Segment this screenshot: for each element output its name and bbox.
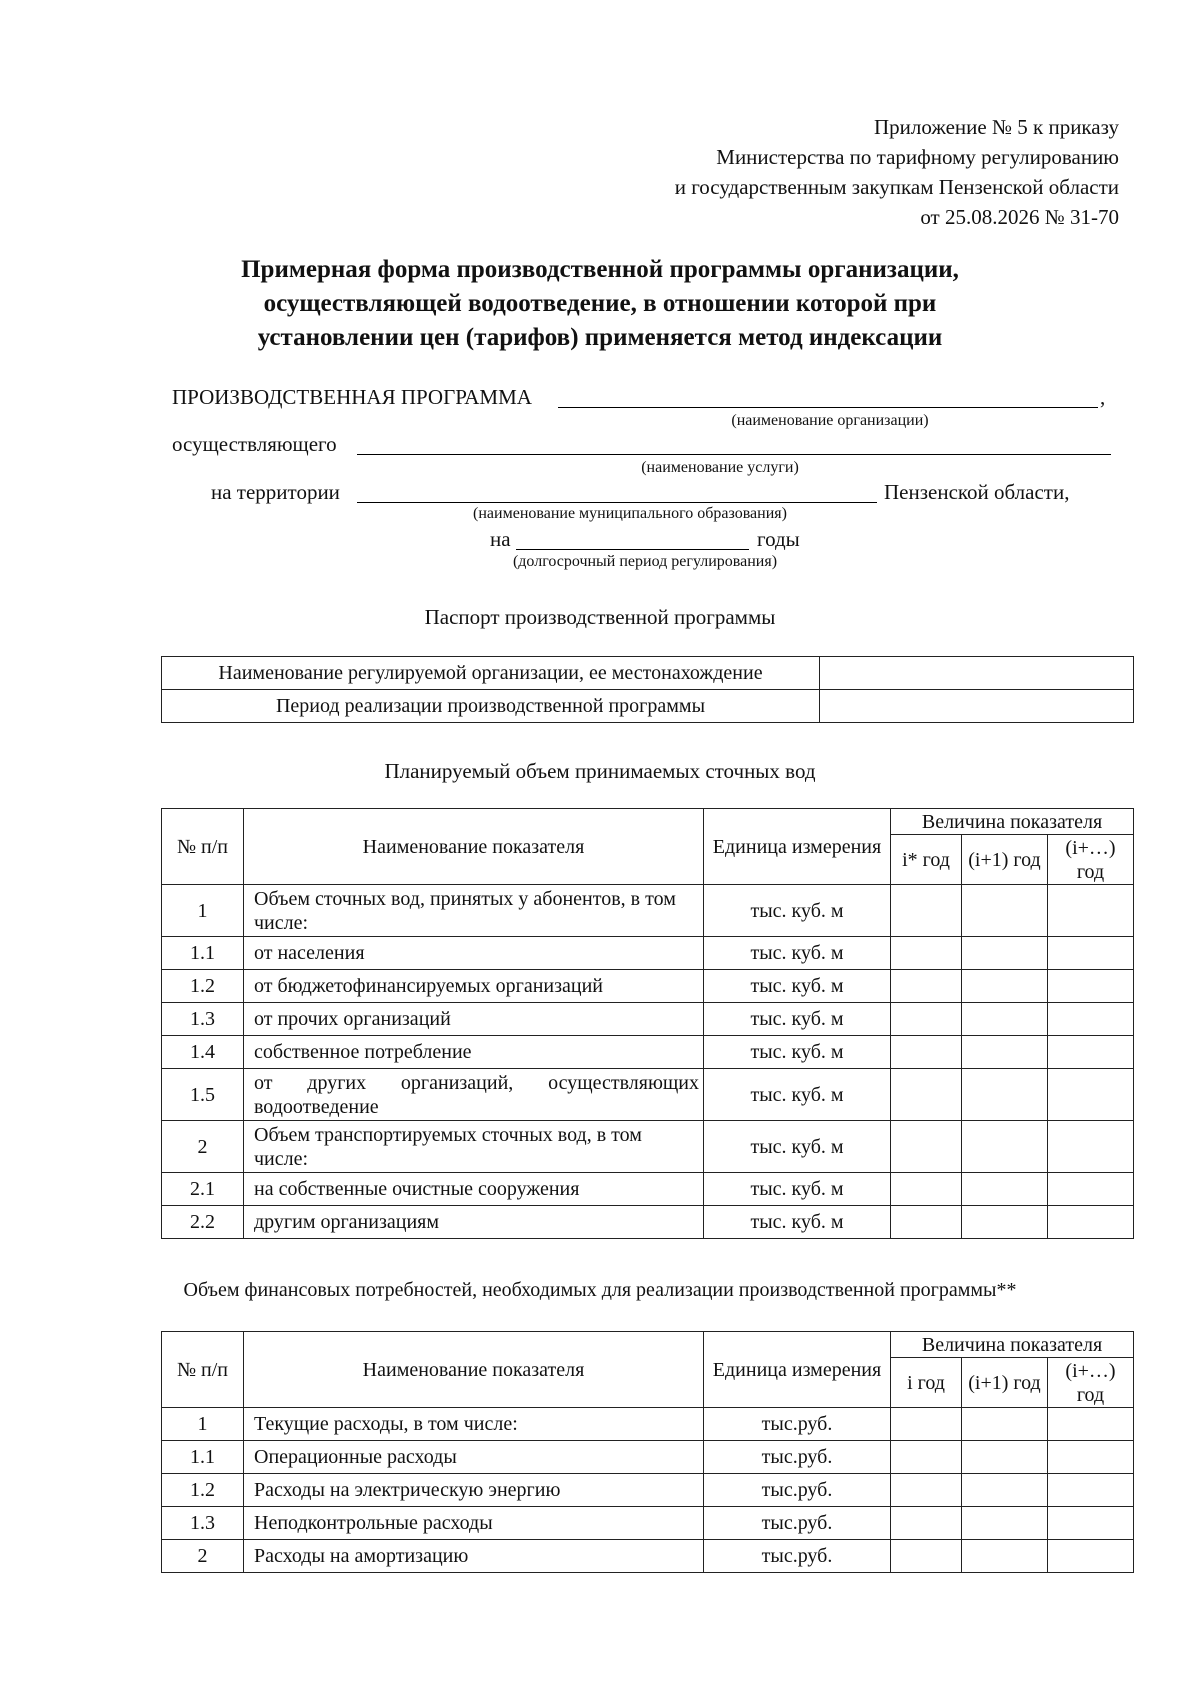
- volume-header-row: [162, 809, 1134, 835]
- header-line: Приложение № 5 к приказу: [874, 115, 1119, 139]
- value-cell[interactable]: [891, 1069, 962, 1121]
- value-cell[interactable]: [1048, 1121, 1134, 1173]
- row-unit: тыс.руб.: [704, 1441, 891, 1474]
- volume-heading: Планируемый объем принимаемых сточных вод: [384, 759, 816, 783]
- value-cell[interactable]: [962, 1408, 1048, 1441]
- row-unit: тыс.руб.: [704, 1540, 891, 1573]
- col-header-name: Наименование показателя: [244, 1332, 704, 1408]
- row-name: Объем сточных вод, принятых у абонентов, в том числе:: [244, 885, 704, 937]
- row-name: Операционные расходы: [244, 1441, 704, 1474]
- col-header-unit: Единица измерения: [704, 1332, 891, 1408]
- row-name: Расходы на электрическую энергию: [244, 1474, 704, 1507]
- col-header-year-i: i год: [891, 1358, 962, 1408]
- table-row: [162, 885, 1134, 937]
- program-comma: ,: [1100, 385, 1106, 409]
- organization-name-blank[interactable]: [558, 407, 1098, 408]
- title-line: установлении цен (тарифов) применяется метод индексации: [257, 324, 943, 351]
- value-cell[interactable]: [1048, 885, 1134, 937]
- table-row: [162, 1003, 1134, 1036]
- period-prefix: на: [490, 527, 511, 551]
- row-num: 2: [162, 1540, 244, 1573]
- value-cell[interactable]: [962, 1540, 1048, 1573]
- table-row: [162, 1069, 1134, 1121]
- service-hint: (наименование услуги): [641, 459, 799, 476]
- row-num: 1.5: [162, 1069, 244, 1121]
- program-label: ПРОИЗВОДСТВЕННАЯ ПРОГРАММА: [172, 385, 532, 409]
- value-cell[interactable]: [1048, 1408, 1134, 1441]
- territory-label: на территории: [211, 480, 340, 504]
- value-cell[interactable]: [891, 1003, 962, 1036]
- value-cell[interactable]: [1048, 1173, 1134, 1206]
- row-name: от других организаций, осуществляющих водоотведение: [244, 1069, 704, 1121]
- value-cell[interactable]: [1048, 1036, 1134, 1069]
- col-header-value-group: Величина показателя: [891, 1332, 1134, 1358]
- value-cell[interactable]: [891, 1173, 962, 1206]
- col-header-year-i1: (i+1) год: [962, 835, 1048, 885]
- finance-heading: Объем финансовых потребностей, необходимых для реализации производственной программы**: [183, 1279, 1017, 1301]
- row-num: 1.1: [162, 937, 244, 970]
- row-name: Текущие расходы, в том числе:: [244, 1408, 704, 1441]
- row-num: 1: [162, 1408, 244, 1441]
- col-header-year-in: (i+…) год: [1048, 835, 1134, 885]
- value-cell[interactable]: [891, 1441, 962, 1474]
- passport-row: [162, 690, 1134, 723]
- value-cell[interactable]: [962, 1441, 1048, 1474]
- table-row: [162, 937, 1134, 970]
- row-unit: тыс. куб. м: [704, 1069, 891, 1121]
- row-unit: тыс. куб. м: [704, 885, 891, 937]
- value-cell[interactable]: [891, 1474, 962, 1507]
- row-num: 1.1: [162, 1441, 244, 1474]
- service-label: осуществляющего: [172, 432, 337, 456]
- table-row: [162, 1507, 1134, 1540]
- row-num: 2.2: [162, 1206, 244, 1239]
- col-header-value-group: Величина показателя: [891, 809, 1134, 835]
- row-num: 1.4: [162, 1036, 244, 1069]
- organization-hint: (наименование организации): [731, 412, 929, 429]
- row-unit: тыс. куб. м: [704, 970, 891, 1003]
- row-name: от прочих организаций: [244, 1003, 704, 1036]
- row-name: от населения: [244, 937, 704, 970]
- col-header-num: № п/п: [162, 809, 244, 885]
- table-row: [162, 1474, 1134, 1507]
- value-cell[interactable]: [962, 970, 1048, 1003]
- col-header-year-i1: (i+1) год: [962, 1358, 1048, 1408]
- header-line: от 25.08.2026 № 31-70: [920, 205, 1119, 229]
- period-suffix: годы: [757, 527, 800, 551]
- value-cell[interactable]: [891, 1206, 962, 1239]
- row-unit: тыс. куб. м: [704, 1173, 891, 1206]
- value-cell[interactable]: [1048, 970, 1134, 1003]
- passport-value[interactable]: [820, 657, 1134, 690]
- row-name: Расходы на амортизацию: [244, 1540, 704, 1573]
- value-cell[interactable]: [891, 1036, 962, 1069]
- col-header-unit: Единица измерения: [704, 809, 891, 885]
- passport-value[interactable]: [820, 690, 1134, 723]
- row-unit: тыс.руб.: [704, 1408, 891, 1441]
- value-cell[interactable]: [962, 937, 1048, 970]
- period-blank[interactable]: [516, 549, 749, 550]
- value-cell[interactable]: [962, 1069, 1048, 1121]
- row-unit: тыс. куб. м: [704, 1036, 891, 1069]
- value-cell[interactable]: [962, 1036, 1048, 1069]
- municipality-blank[interactable]: [357, 502, 877, 503]
- municipality-hint: (наименование муниципального образования): [473, 505, 787, 522]
- value-cell[interactable]: [962, 1003, 1048, 1036]
- value-cell[interactable]: [962, 1206, 1048, 1239]
- table-row: [162, 1441, 1134, 1474]
- col-header-year-i: i* год: [891, 835, 962, 885]
- passport-label: Период реализации производственной программы: [162, 690, 820, 723]
- value-cell[interactable]: [891, 1540, 962, 1573]
- value-cell[interactable]: [891, 1121, 962, 1173]
- value-cell[interactable]: [891, 885, 962, 937]
- table-row: [162, 970, 1134, 1003]
- row-unit: тыс. куб. м: [704, 1121, 891, 1173]
- table-row: [162, 1036, 1134, 1069]
- row-num: 2.1: [162, 1173, 244, 1206]
- col-header-year-in: (i+…) год: [1048, 1358, 1134, 1408]
- row-num: 1.3: [162, 1003, 244, 1036]
- value-cell[interactable]: [962, 885, 1048, 937]
- row-name: Объем транспортируемых сточных вод, в том числе:: [244, 1121, 704, 1173]
- territory-suffix: Пензенской области,: [884, 480, 1070, 504]
- row-num: 1.3: [162, 1507, 244, 1540]
- row-name: собственное потребление: [244, 1036, 704, 1069]
- value-cell[interactable]: [891, 937, 962, 970]
- value-cell[interactable]: [1048, 1540, 1134, 1573]
- value-cell[interactable]: [962, 1507, 1048, 1540]
- value-cell[interactable]: [962, 1474, 1048, 1507]
- table-row: [162, 1173, 1134, 1206]
- row-name: другим организациям: [244, 1206, 704, 1239]
- volume-table: [161, 808, 1134, 1239]
- value-cell[interactable]: [1048, 1474, 1134, 1507]
- value-cell[interactable]: [962, 1121, 1048, 1173]
- finance-table: [161, 1331, 1134, 1573]
- header-line: Министерства по тарифному регулированию: [716, 145, 1119, 169]
- header-line: и государственным закупкам Пензенской области: [674, 175, 1119, 199]
- row-unit: тыс. куб. м: [704, 937, 891, 970]
- service-name-blank[interactable]: [357, 454, 1111, 455]
- row-name: от бюджетофинансируемых организаций: [244, 970, 704, 1003]
- finance-header-row: [162, 1332, 1134, 1358]
- table-row: [162, 1206, 1134, 1239]
- passport-row: [162, 657, 1134, 690]
- period-hint: (долгосрочный период регулирования): [512, 553, 778, 570]
- table-row: [162, 1408, 1134, 1441]
- passport-table: [161, 656, 1134, 723]
- value-cell[interactable]: [891, 970, 962, 1003]
- row-num: 2: [162, 1121, 244, 1173]
- title-line: Примерная форма производственной программы организации,: [241, 256, 959, 283]
- passport-heading: Паспорт производственной программы: [424, 605, 776, 629]
- value-cell[interactable]: [1048, 1507, 1134, 1540]
- value-cell[interactable]: [891, 1408, 962, 1441]
- value-cell[interactable]: [891, 1507, 962, 1540]
- value-cell[interactable]: [1048, 1003, 1134, 1036]
- value-cell[interactable]: [1048, 1206, 1134, 1239]
- row-name: на собственные очистные сооружения: [244, 1173, 704, 1206]
- row-unit: тыс.руб.: [704, 1507, 891, 1540]
- title-line: осуществляющей водоотведение, в отношении которой при: [263, 290, 937, 317]
- row-unit: тыс. куб. м: [704, 1206, 891, 1239]
- value-cell[interactable]: [1048, 937, 1134, 970]
- row-unit: тыс. куб. м: [704, 1003, 891, 1036]
- col-header-name: Наименование показателя: [244, 809, 704, 885]
- value-cell[interactable]: [1048, 1441, 1134, 1474]
- row-num: 1.2: [162, 970, 244, 1003]
- row-num: 1.2: [162, 1474, 244, 1507]
- table-row: [162, 1540, 1134, 1573]
- row-name: Неподконтрольные расходы: [244, 1507, 704, 1540]
- row-unit: тыс.руб.: [704, 1474, 891, 1507]
- table-row: [162, 1121, 1134, 1173]
- row-num: 1: [162, 885, 244, 937]
- value-cell[interactable]: [1048, 1069, 1134, 1121]
- col-header-num: № п/п: [162, 1332, 244, 1408]
- passport-label: Наименование регулируемой организации, ее местонахождение: [162, 657, 820, 690]
- value-cell[interactable]: [962, 1173, 1048, 1206]
